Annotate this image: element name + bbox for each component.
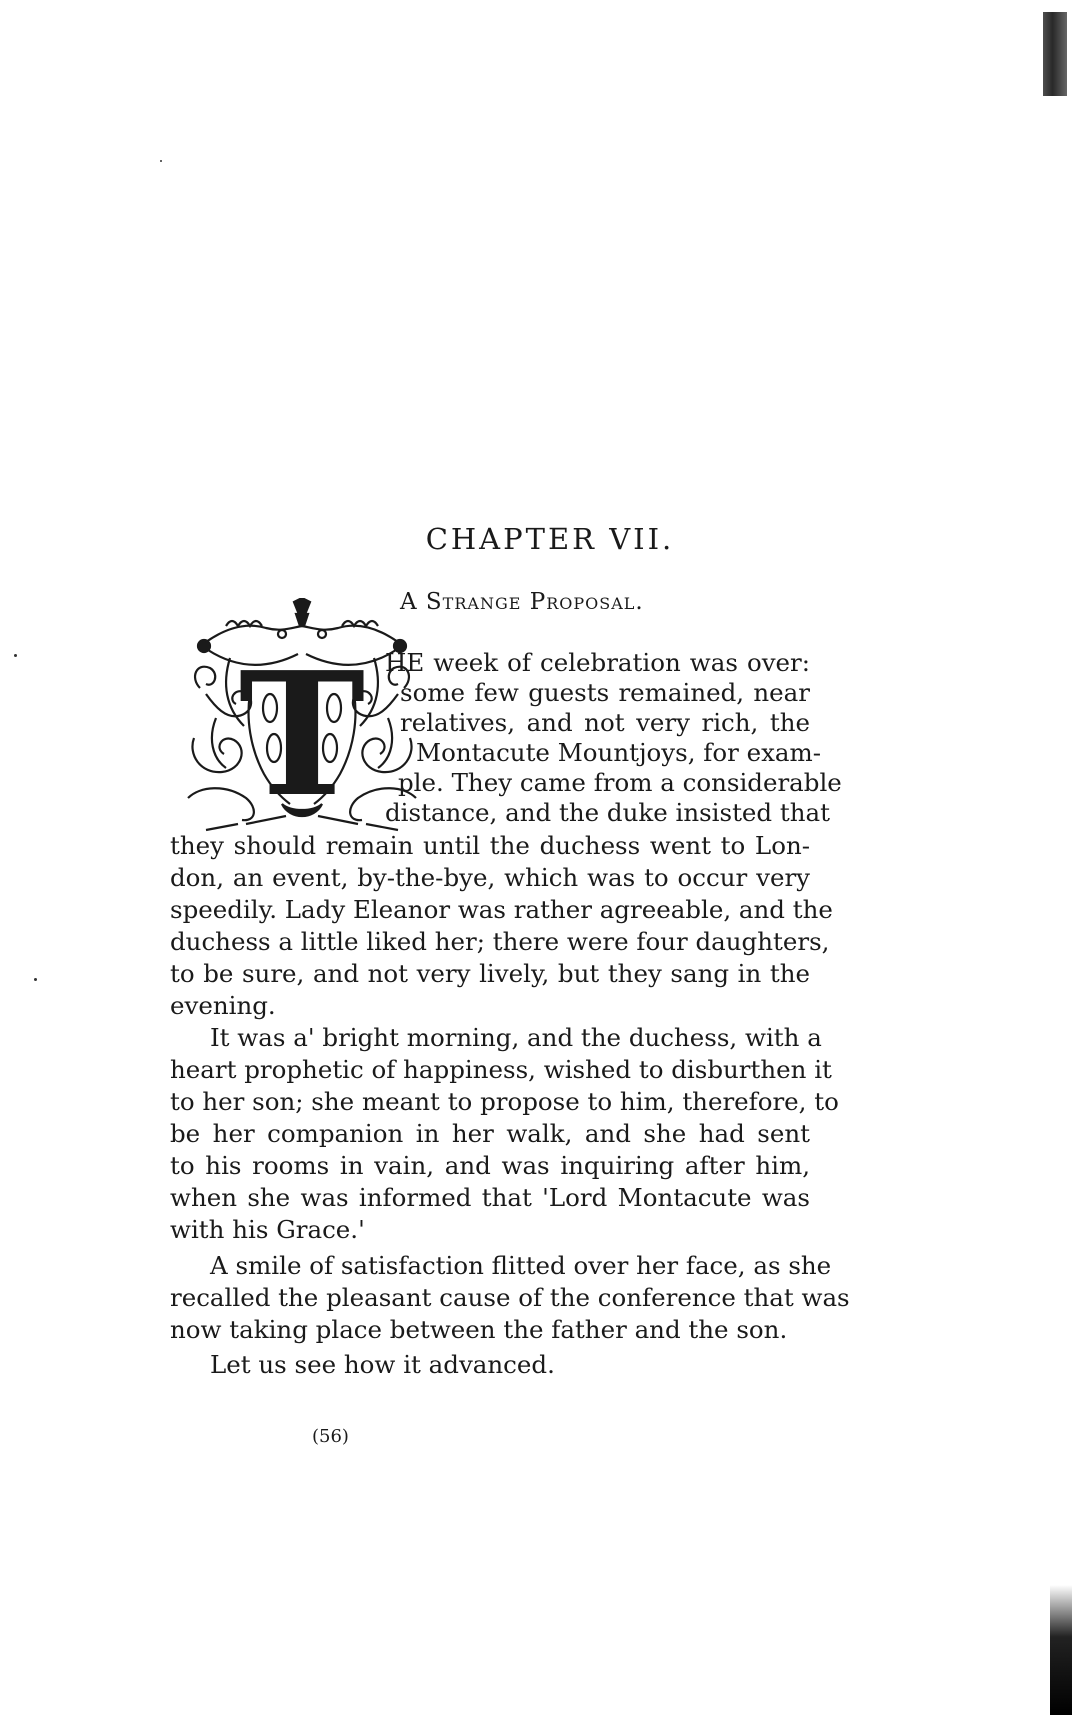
chapter-subtitle-text: A Strange Proposal. bbox=[400, 589, 644, 615]
text-line: be her companion in her walk, and she had sent bbox=[170, 1119, 810, 1148]
text-line: ple. They came from a considerable bbox=[398, 768, 842, 797]
chapter-subtitle bbox=[400, 589, 644, 615]
text-line: they should remain until the duchess went to Lon- bbox=[170, 831, 810, 860]
scan-edge-shadow-top bbox=[1043, 12, 1067, 96]
text-line: to be sure, and not very lively, but they sang in the bbox=[170, 959, 810, 988]
text-line: recalled the pleasant cause of the conference that was bbox=[170, 1283, 850, 1312]
text-line: Montacute Mountjoys, for exam- bbox=[416, 738, 822, 767]
text-line: heart prophetic of happiness, wished to disburthen it bbox=[170, 1055, 832, 1084]
page-number: (56) bbox=[312, 1426, 349, 1447]
scan-edge-shadow-bottom bbox=[1050, 1585, 1072, 1715]
scan-speck bbox=[160, 160, 162, 162]
text-line: Let us see how it advanced. bbox=[210, 1350, 555, 1379]
text-line: when she was informed that 'Lord Montacute was bbox=[170, 1183, 810, 1212]
text-line: speedily. Lady Eleanor was rather agreeable, and the bbox=[170, 895, 833, 924]
text-line: relatives, and not very rich, the bbox=[400, 708, 810, 737]
text-line: It was a' bright morning, and the duchess, with a bbox=[210, 1023, 822, 1052]
scan-speck bbox=[14, 654, 17, 657]
text-line: to his rooms in vain, and was inquiring after him, bbox=[170, 1151, 810, 1180]
text-line: some few guests remained, near bbox=[400, 678, 810, 707]
text-line: duchess a little liked her; there were four daughters, bbox=[170, 927, 830, 956]
text-line: HE week of celebration was over: bbox=[385, 648, 810, 677]
drop-cap-letter: T bbox=[238, 635, 366, 835]
text-line: now taking place between the father and the son. bbox=[170, 1315, 788, 1344]
text-line: don, an event, by-the-bye, which was to occur very bbox=[170, 863, 810, 892]
ornamental-drop-cap bbox=[186, 598, 418, 836]
text-line: to her son; she meant to propose to him, therefore, to bbox=[170, 1087, 839, 1116]
scan-speck bbox=[34, 978, 37, 981]
text-line: evening. bbox=[170, 991, 276, 1020]
chapter-heading: CHAPTER VII. bbox=[425, 522, 675, 556]
text-line: distance, and the duke insisted that bbox=[385, 798, 830, 827]
text-line: with his Grace.' bbox=[170, 1215, 365, 1244]
text-line: A smile of satisfaction flitted over her face, as she bbox=[210, 1251, 832, 1280]
